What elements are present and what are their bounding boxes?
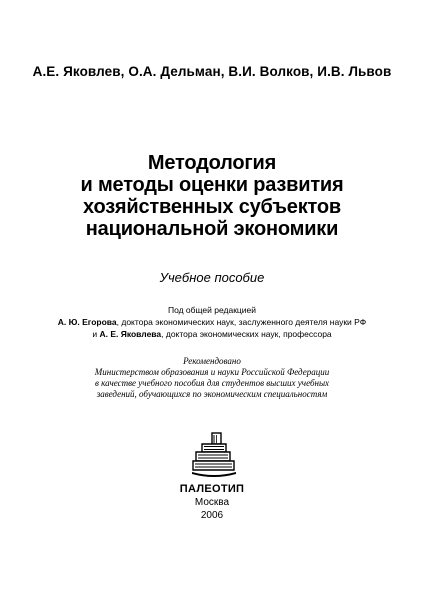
editor-line-1 bbox=[0, 316, 424, 328]
recommendation-line: Рекомендовано bbox=[183, 356, 241, 366]
editor-description: , доктора экономических наук, профессора bbox=[161, 329, 332, 339]
book-title bbox=[0, 152, 424, 240]
recommendation-line: в качестве учебного пособия для студентов высших учебных bbox=[94, 378, 330, 388]
title-line: и методы оценки развития bbox=[80, 174, 344, 196]
title-line: национальной экономики bbox=[85, 218, 339, 240]
editors-intro: Под общей редакцией bbox=[167, 305, 257, 315]
publisher-name: ПАЛЕОТИП bbox=[179, 483, 245, 495]
books-logo-icon bbox=[190, 432, 238, 478]
publisher-city: Москва bbox=[194, 497, 230, 508]
publication-year: 2006 bbox=[200, 510, 224, 521]
title-line: хозяйственных субъектов bbox=[83, 196, 341, 218]
editors-block bbox=[0, 304, 424, 340]
editor-prefix: и bbox=[92, 329, 100, 339]
editor-description: , доктора экономических наук, заслуженного деятеля науки РФ bbox=[116, 317, 367, 327]
recommendation-block bbox=[0, 356, 424, 400]
authors-line: А.Е. Яковлев, О.А. Дельман, В.И. Волков, И.В. Львов bbox=[32, 64, 392, 79]
title-line: Методология bbox=[147, 152, 277, 174]
editor-name: А. Е. Яковлева bbox=[99, 329, 162, 339]
editor-line-2 bbox=[0, 328, 424, 340]
editor-name: А. Ю. Егорова bbox=[57, 317, 117, 327]
book-subtitle: Учебное пособие bbox=[159, 270, 265, 285]
recommendation-line: Министерством образования и науки Российской Федерации bbox=[94, 367, 330, 377]
recommendation-line: заведений, обучающихся по экономическим специальностям bbox=[96, 389, 328, 399]
